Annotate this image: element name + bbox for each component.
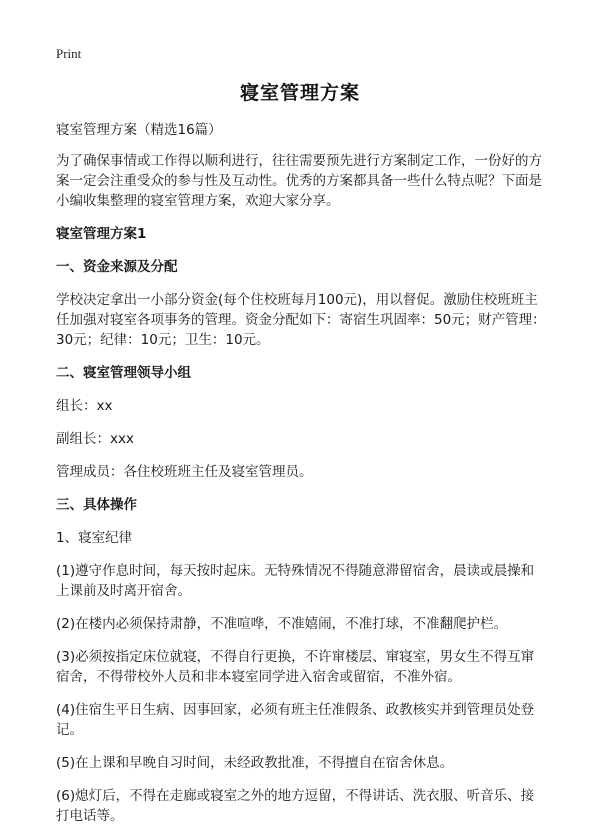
members-line: 管理成员：各住校班班主任及寝室管理员。 bbox=[56, 464, 313, 480]
rule-item: (3)必须按指定床位就寝，不得自行更换，不许窜楼层、窜寝室，男女生不得互窜宿舍，不得带校外人员和非本寝室同学进入宿舍或留宿，不准外宿。 bbox=[56, 649, 535, 685]
article-subtitle: 寝室管理方案（精选16篇） bbox=[56, 122, 222, 138]
rule-item: (4)住宿生平日生病、因事回家，必须有班主任准假条、政教核实并到管理员处登记。 bbox=[56, 702, 535, 738]
page-title: 寝室管理方案 bbox=[239, 82, 360, 104]
vice-leader-line: 副组长：xxx bbox=[56, 431, 134, 447]
rule-item: (2)在楼内必须保持肃静，不准喧哗，不准嬉闹，不准打球，不准翻爬护栏。 bbox=[56, 616, 508, 632]
funding-paragraph: 学校决定拿出一小部分资金(每个住校班每月100元)，用以督促。激励住校班班主任加强对寝室各项事务的管理。资金分配如下：寄宿生巩固率：50元；财产管理：30元；纪律：10元；卫生：10元。 bbox=[56, 292, 546, 348]
leader-line: 组长：xx bbox=[56, 398, 113, 414]
heading-operations: 三、具体操作 bbox=[56, 497, 137, 513]
section-heading: 寝室管理方案1 bbox=[56, 226, 147, 242]
print-link[interactable]: Print bbox=[56, 46, 82, 61]
intro-paragraph: 为了确保事情或工作得以顺利进行，往往需要预先进行方案制定工作，一份好的方案一定会注重受众的参与性及互动性。优秀的方案都具备一些什么特点呢？下面是小编收集整理的寝室管理方案，欢迎大家分享。 bbox=[56, 153, 542, 209]
heading-funding: 一、资金来源及分配 bbox=[56, 259, 178, 275]
article-body bbox=[56, 120, 546, 839]
rule-item: (6)熄灯后，不得在走廊或寝室之外的地方逗留，不得讲话、洗衣服、听音乐、接打电话等。 bbox=[56, 788, 535, 824]
subheading-discipline: 1、寝室纪律 bbox=[56, 530, 133, 546]
rule-item: (1)遵守作息时间，每天按时起床。无特殊情况不得随意滞留宿舍，晨读或晨操和上课前及时离开宿舍。 bbox=[56, 563, 535, 599]
heading-leadership: 二、寝室管理领导小组 bbox=[56, 365, 191, 381]
rule-item: (5)在上课和早晚自习时间，未经政教批准，不得擅自在宿舍休息。 bbox=[56, 755, 454, 771]
